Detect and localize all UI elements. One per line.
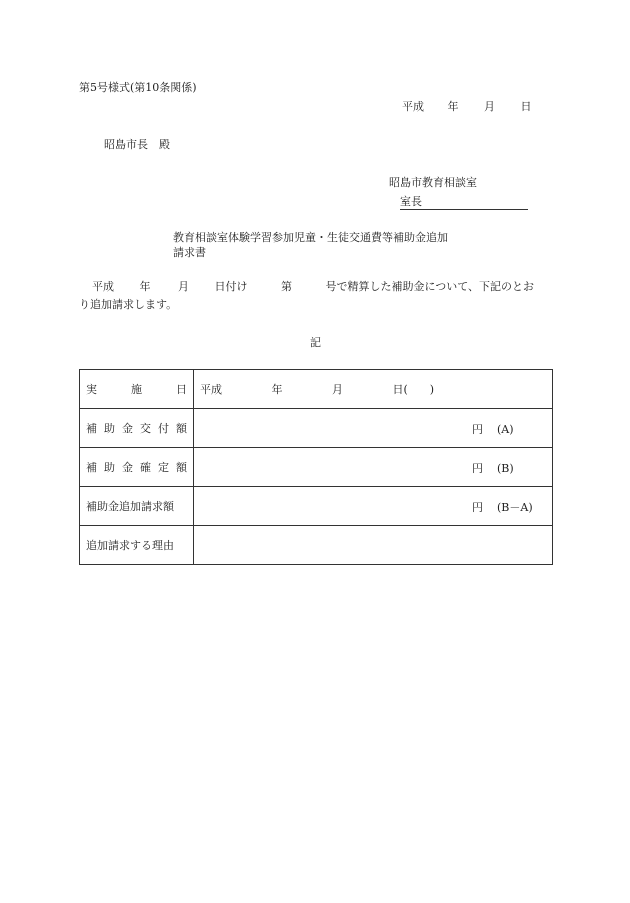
body-text: 号で精算した補助金について、下記のとお — [325, 280, 535, 293]
ki-heading: 記 — [310, 336, 321, 349]
date-day: 日 — [520, 100, 532, 113]
implementation-date-field[interactable] — [194, 370, 553, 409]
label-char: 補 — [86, 422, 97, 435]
label-char: 日 — [176, 383, 187, 396]
table-row-date — [80, 370, 553, 409]
label-char: 実 — [86, 383, 97, 396]
body-dai: 第 — [281, 280, 292, 293]
label-char: 助 — [104, 461, 115, 474]
code-a: (A) — [497, 423, 514, 436]
confirmed-amount-unit — [472, 460, 514, 476]
label-char: 交 — [140, 422, 151, 435]
yen-unit: 円 — [472, 423, 483, 436]
table-row-grant — [80, 409, 553, 448]
body-year: 年 — [139, 280, 151, 293]
sender-office: 昭島市教育相談室 — [389, 176, 477, 189]
confirmed-amount-field[interactable] — [194, 448, 553, 487]
document-title-line1: 教育相談室体験学習参加児童・生徒交通費等補助金追加 — [173, 231, 448, 244]
addressee: 昭島市長 殿 — [104, 138, 170, 151]
reason-field[interactable] — [194, 526, 553, 565]
form-number: 第5号様式(第10条関係) — [79, 81, 197, 94]
body-line2: り追加請求します。 — [79, 298, 178, 311]
label-char: 助 — [104, 422, 115, 435]
label-char: 定 — [158, 461, 169, 474]
submission-date — [402, 100, 532, 114]
label-char: 補 — [86, 461, 97, 474]
code-b-minus-a: (B－A) — [497, 501, 533, 514]
impl-era: 平成 — [200, 383, 222, 396]
code-b: (B) — [497, 462, 514, 475]
sender-head: 室長 — [400, 195, 422, 208]
date-year: 年 — [447, 100, 459, 113]
table-row-reason — [80, 526, 553, 565]
table-row-additional — [80, 487, 553, 526]
yen-unit: 円 — [472, 501, 483, 514]
grant-amount-field[interactable] — [194, 409, 553, 448]
label-additional-claim-amount — [80, 487, 194, 526]
yen-unit: 円 — [472, 462, 483, 475]
document-title-line2: 請求書 — [173, 246, 206, 259]
additional-claim-amount-field[interactable] — [194, 487, 553, 526]
date-month: 月 — [484, 100, 495, 113]
label-char: 金 — [122, 422, 133, 435]
sender-head-signature-line[interactable] — [400, 195, 528, 210]
body-dated: 日付け — [214, 280, 248, 293]
date-era: 平成 — [402, 100, 424, 113]
label-char: 施 — [131, 383, 142, 396]
label-text: 補助金追加請求額 — [86, 500, 174, 513]
impl-day: 日( ) — [392, 383, 435, 396]
table-row-confirmed — [80, 448, 553, 487]
label-char: 金 — [122, 461, 133, 474]
label-text: 追加請求する理由 — [86, 539, 174, 552]
body-line1 — [92, 280, 534, 294]
label-confirmed-amount — [80, 448, 194, 487]
label-grant-amount — [80, 409, 194, 448]
label-implementation-date — [80, 370, 194, 409]
label-char: 額 — [176, 422, 187, 435]
additional-amount-unit — [472, 499, 533, 515]
label-char: 額 — [176, 461, 187, 474]
body-era: 平成 — [92, 280, 114, 293]
label-char: 確 — [140, 461, 151, 474]
body-month: 月 — [178, 280, 189, 293]
label-reason — [80, 526, 194, 565]
label-char: 付 — [158, 422, 169, 435]
impl-month: 月 — [332, 383, 343, 396]
grant-amount-unit — [472, 421, 514, 437]
claim-table — [79, 369, 553, 565]
impl-year: 年 — [271, 383, 283, 396]
